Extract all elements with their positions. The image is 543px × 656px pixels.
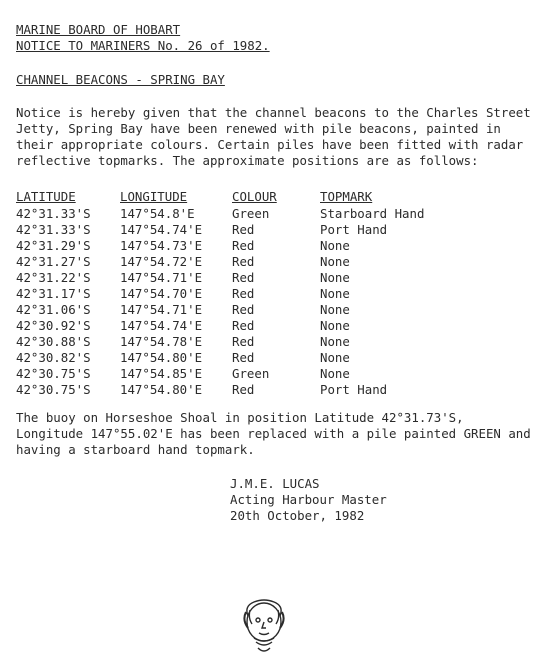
cell-topmark: None [320,318,350,333]
table-row [16,350,450,366]
cell-colour: Red [232,350,255,365]
notice-document [16,22,536,524]
table-row [16,238,450,254]
table-body [16,206,450,398]
signatory-title: Acting Harbour Master [230,492,387,507]
cell-longitude: 147°54.78'E [120,334,203,349]
table-row [16,286,450,302]
cell-topmark: None [320,350,350,365]
cell-topmark: None [320,302,350,317]
cell-latitude: 42°30.75'S [16,366,91,381]
cell-colour: Red [232,222,255,237]
cell-topmark: None [320,366,350,381]
cell-topmark: None [320,254,350,269]
cell-longitude: 147°54.73'E [120,238,203,253]
cell-latitude: 42°31.27'S [16,254,91,269]
table-row [16,334,450,350]
cell-latitude: 42°31.33'S [16,206,91,221]
cell-topmark: None [320,286,350,301]
table-row [16,222,450,238]
table-row [16,382,450,398]
beacon-table [16,189,450,398]
cell-colour: Red [232,334,255,349]
buoy-note: The buoy on Horseshoe Shoal in position Latitude 42°31.73'S, Longitude 147°55.02'E has been replaced with a pile painted GREEN and having a starboard hand topmark. [16,410,531,457]
table-row [16,318,450,334]
notice-date: 20th October, 1982 [230,508,365,523]
cell-topmark: Port Hand [320,222,388,237]
cell-latitude: 42°31.29'S [16,238,91,253]
cell-longitude: 147°54.80'E [120,382,203,397]
table-row [16,254,450,270]
cell-longitude: 147°54.74'E [120,318,203,333]
cell-longitude: 147°54.74'E [120,222,203,237]
intro-paragraph: Notice is hereby given that the channel beacons to the Charles Street Jetty, Spring Bay have been renewed with pile beacons, painted in their appropriate colours. Certain piles have been fitted with radar reflective topmarks. The approximate positions are as follows: [16,105,531,168]
cell-longitude: 147°54.85'E [120,366,203,381]
signature-block [230,476,536,524]
cell-colour: Red [232,270,255,285]
section-title: CHANNEL BEACONS - SPRING BAY [16,72,225,87]
cell-topmark: Starboard Hand [320,206,425,221]
cell-colour: Red [232,254,255,269]
table-row [16,366,450,382]
cell-latitude: 42°31.33'S [16,222,91,237]
column-header-latitude: LATITUDE [16,189,76,204]
table-row [16,270,450,286]
cell-latitude: 42°31.06'S [16,302,91,317]
cell-longitude: 147°54.72'E [120,254,203,269]
cell-longitude: 147°54.80'E [120,350,203,365]
cell-colour: Green [232,206,270,221]
notice-heading: NOTICE TO MARINERS No. 26 of 1982. [16,38,270,53]
cell-topmark: None [320,238,350,253]
column-header-topmark: TOPMARK [320,189,373,204]
cell-longitude: 147°54.71'E [120,270,203,285]
cell-colour: Red [232,318,255,333]
cell-colour: Red [232,382,255,397]
board-heading: MARINE BOARD OF HOBART [16,22,181,37]
cell-topmark: None [320,334,350,349]
cell-latitude: 42°30.92'S [16,318,91,333]
cell-colour: Red [232,286,255,301]
cell-colour: Green [232,366,270,381]
column-header-colour: COLOUR [232,189,277,204]
table-header-row [16,189,450,206]
cell-topmark: None [320,270,350,285]
cell-topmark: Port Hand [320,382,388,397]
portrait-seal-icon [238,598,290,654]
cell-longitude: 147°54.70'E [120,286,203,301]
cell-latitude: 42°30.75'S [16,382,91,397]
cell-longitude: 147°54.71'E [120,302,203,317]
cell-latitude: 42°31.17'S [16,286,91,301]
cell-longitude: 147°54.8'E [120,206,195,221]
cell-colour: Red [232,302,255,317]
table-row [16,206,450,222]
column-header-longitude: LONGITUDE [120,189,188,204]
table-row [16,302,450,318]
cell-latitude: 42°30.82'S [16,350,91,365]
signatory-name: J.M.E. LUCAS [230,476,320,491]
cell-latitude: 42°31.22'S [16,270,91,285]
cell-latitude: 42°30.88'S [16,334,91,349]
cell-colour: Red [232,238,255,253]
